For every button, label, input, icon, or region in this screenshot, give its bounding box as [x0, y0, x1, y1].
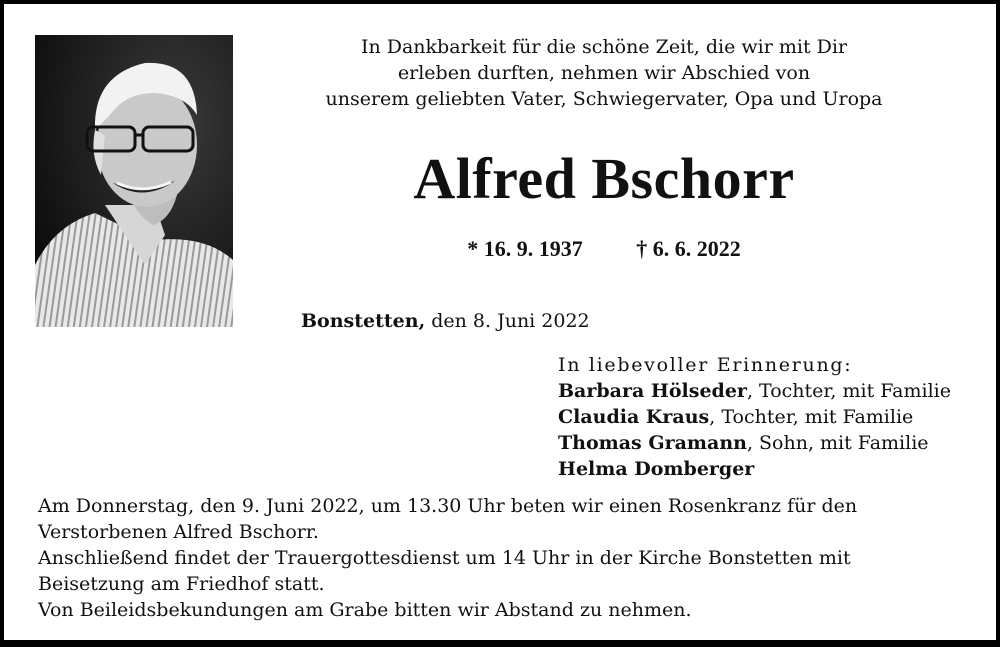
intro-line: erleben durften, nehmen wir Abschied von: [397, 62, 811, 84]
mourner-relation: , Tochter, mit Familie: [746, 380, 951, 402]
mourner-entry: [558, 378, 951, 404]
intro-text: [294, 34, 914, 112]
place-name: Bonstetten,: [301, 310, 426, 332]
notice-line: Anschließend findet der Trauergottesdienst um 14 Uhr in der Kirche Bonstetten mit: [38, 547, 851, 569]
notice-line: Verstorbenen Alfred Bschorr.: [38, 521, 319, 543]
mourners-heading: In liebevoller Erinnerung:: [558, 354, 853, 376]
mourner-name: Barbara Hölseder: [558, 380, 747, 402]
mourners-list: [558, 352, 951, 482]
deceased-name: Alfred Bschorr: [413, 146, 795, 211]
mourner-entry: [558, 456, 951, 482]
portrait-photo: [35, 35, 233, 327]
obituary-card: [4, 4, 996, 640]
mourner-name: Thomas Gramann: [558, 432, 747, 454]
service-notice: [38, 493, 958, 623]
mourner-entry: [558, 430, 951, 456]
notice-line: Beisetzung am Friedhof statt.: [38, 573, 325, 595]
notice-date: den 8. Juni 2022: [431, 310, 590, 332]
death-date: † 6. 6. 2022: [636, 236, 741, 261]
life-dates: [304, 236, 904, 262]
notice-line: Von Beileidsbekundungen am Grabe bitten wir Abstand zu nehmen.: [38, 599, 692, 621]
mourner-name: Helma Domberger: [558, 458, 755, 480]
mourner-relation: , Sohn, mit Familie: [746, 432, 929, 454]
intro-line: In Dankbarkeit für die schöne Zeit, die wir mit Dir: [360, 36, 848, 58]
mourner-entry: [558, 404, 951, 430]
intro-line: unserem geliebten Vater, Schwiegervater, Opa und Uropa: [325, 88, 883, 110]
mourner-relation: , Tochter, mit Familie: [709, 406, 914, 428]
birth-date: * 16. 9. 1937: [467, 236, 583, 261]
notice-line: Am Donnerstag, den 9. Juni 2022, um 13.30 Uhr beten wir einen Rosenkranz für den: [38, 495, 858, 517]
mourner-name: Claudia Kraus: [558, 406, 710, 428]
place-date: [301, 310, 590, 332]
